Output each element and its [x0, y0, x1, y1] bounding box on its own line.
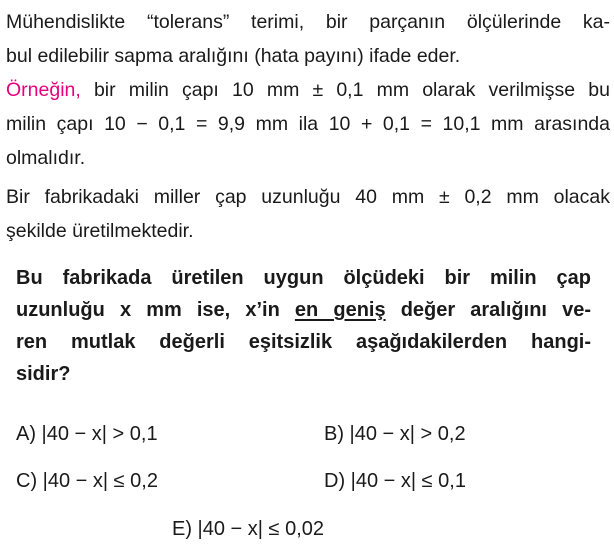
- option-d[interactable]: D) |40 − x| ≤ 0,1: [324, 470, 466, 492]
- intro-line-2: bul edilebilir sapma aralığını (hata payını) ifade eder.: [6, 45, 461, 67]
- question-line-1: Bu fabrikada üretilen uygun ölçüdeki bir milin çap: [16, 267, 591, 289]
- option-a[interactable]: A) |40 − x| > 0,1: [16, 423, 158, 445]
- intro-paragraph: [6, 5, 610, 73]
- option-e[interactable]: E) |40 − x| ≤ 0,02: [172, 518, 325, 540]
- example-line-1: [6, 73, 610, 107]
- factory-paragraph: [6, 180, 610, 248]
- factory-line-1: Bir fabrikadaki miller çap uzunluğu 40 mm ± 0,2 mm olacak: [6, 186, 610, 208]
- underlined-emphasis: en geniş: [294, 299, 386, 321]
- question-line-2: [16, 294, 591, 326]
- example-line-1-rest: bir milin çapı 10 mm ± 0,1 mm olarak verilmişse bu: [80, 79, 610, 101]
- example-highlight: Örneğin,: [6, 79, 81, 101]
- factory-line-2: şekilde üretilmektedir.: [6, 220, 194, 242]
- question-line-3: ren mutlak değerli eşitsizlik aşağıdakilerden hangi-: [16, 331, 591, 353]
- question-line-4: sidir?: [16, 363, 71, 385]
- question-stem: [16, 262, 591, 390]
- option-b[interactable]: B) |40 − x| > 0,2: [324, 423, 466, 445]
- example-paragraph: [6, 73, 610, 175]
- question-line-2-after: değer aralığını ve-: [385, 299, 591, 321]
- example-line-3: olmalıdır.: [6, 147, 86, 169]
- intro-line-1: Mühendislikte “tolerans” terimi, bir parçanın ölçülerinde ka-: [6, 11, 610, 33]
- option-c[interactable]: C) |40 − x| ≤ 0,2: [16, 470, 158, 492]
- example-line-2: milin çapı 10 − 0,1 = 9,9 mm ila 10 + 0,1 = 10,1 mm arasında: [6, 113, 610, 135]
- question-line-2-before: uzunluğu x mm ise, x’in: [16, 299, 295, 321]
